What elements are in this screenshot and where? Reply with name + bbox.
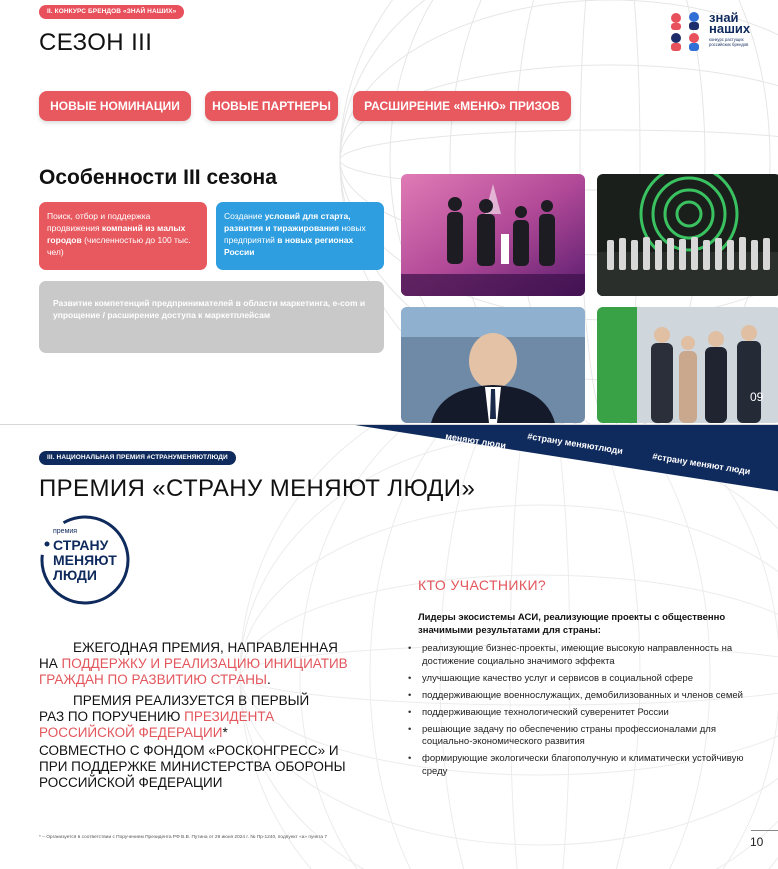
section-tag: III. НАЦИОНАЛЬНАЯ ПРЕМИЯ #СТРАНУМЕНЯЮТЛЮДИ [39, 451, 236, 465]
page-title: ПРЕМИЯ «СТРАНУ МЕНЯЮТ ЛЮДИ» [39, 475, 476, 502]
card1-bold: компаний из малых городов [47, 223, 186, 245]
presidential-order-paragraph [39, 693, 349, 741]
prize-menu-pill: РАСШИРЕНИЕ «МЕНЮ» ПРИЗОВ [353, 91, 571, 121]
partners-paragraph: СОВМЕСТНО С ФОНДОМ «РОСКОНГРЕСС» И ПРИ ПОДДЕРЖКЕ МИНИСТЕРСТВА ОБОРОНЫ РОССИЙСКОЙ ФЕДЕРАЦИИ [39, 743, 346, 790]
ribbon-hashtag-1: меняют люди [444, 431, 507, 451]
new-regions-card [216, 202, 384, 270]
card2-bold-a: условий для старта, развития и тиражирования [224, 211, 351, 233]
card2-text-a: Создание [224, 211, 265, 221]
para2-text: РАЗ ПО ПОРУЧЕНИЮ [39, 709, 185, 724]
card3-text: Развитие компетенций предпринимателей в области маркетинга, e-com и упрощение / расширение доступа к маркетплейсам [53, 298, 366, 320]
badge-small-text: премия [53, 528, 78, 535]
participants-title: КТО УЧАСТНИКИ? [418, 577, 547, 593]
page-number: 09 [750, 390, 764, 404]
new-nominations-pill: НОВЫЕ НОМИНАЦИИ [39, 91, 191, 121]
card2-text-b: новых предприятий [224, 223, 366, 245]
features-title: Особенности III сезона [39, 166, 277, 189]
award-ceremony-photo [401, 174, 585, 296]
logo-figures-icon [667, 10, 707, 54]
new-partners-pill: НОВЫЕ ПАРТНЕРЫ [205, 91, 338, 121]
president-portrait-photo [401, 307, 585, 423]
page-number: 10 [750, 835, 764, 849]
hashtag-ribbon-banner [355, 425, 778, 517]
para2-line1: ПРЕМИЯ РЕАЛИЗУЕТСЯ В ПЕРВЫЙ [73, 693, 310, 708]
award-description-paragraph [39, 640, 359, 688]
participants-lead: Лидеры экосистемы АСИ, реализующие проекты с общественно значимыми результатами для страны: [418, 612, 726, 636]
badge-line3: ЛЮДИ [53, 567, 97, 583]
para1-highlight: ПОДДЕРЖКУ И РЕАЛИЗАЦИЮ ИНИЦИАТИВ ГРАЖДАН ПО РАЗВИТИЮ СТРАНЫ [39, 656, 348, 687]
list-item: • формирующие экологически благополучную и климатически устойчивую среду [418, 753, 763, 778]
para2-highlight: ПРЕЗИДЕНТА РОССИЙСКОЙ ФЕДЕРАЦИИ [39, 709, 275, 740]
list-item: • улучшающие качество услуг и сервисов в социальной сфере [418, 673, 763, 686]
list-item: • поддерживающие военнослужащих, демобилизованных и членов семей [418, 690, 763, 703]
badge-line2: МЕНЯЮТ [53, 552, 117, 568]
list-item: • поддерживающие технологический суверенитет России [418, 707, 763, 720]
award-badge-logo [39, 514, 131, 606]
competencies-card [39, 281, 384, 353]
list-item: • решающие задачу по обеспечению страны профессионалами для социально-экономического развития [418, 724, 763, 749]
para2-end: * [222, 725, 228, 740]
list-item: • реализующие бизнес-проекты, имеющие высокую направленность на достижение социально значимого эффекта [418, 643, 763, 668]
footnote: * – Организуется в соответствии с Поручением Президента РФ В.В. Путина от 29 июня 2024 г. № Пр-1240, подпункт «а» пункта 7 [39, 835, 328, 840]
znay-nashih-logo [667, 10, 767, 54]
ribbon-hashtag-3: #страну меняют люди [651, 451, 752, 477]
small-towns-card [39, 202, 207, 270]
participants-list [418, 643, 763, 783]
para1-text: НА [39, 656, 62, 671]
slide-season-three [0, 0, 778, 425]
para1-line1: ЕЖЕГОДНАЯ ПРЕМИЯ, НАПРАВЛЕННАЯ [73, 640, 338, 655]
stage-group-photo [597, 174, 778, 296]
exhibition-visit-photo [597, 307, 778, 423]
page-number-rule [751, 830, 778, 831]
card1-text-b: (численностью до 100 тыс. чел) [47, 235, 191, 257]
badge-line1: СТРАНУ [53, 537, 109, 553]
logo-subtitle-line1: конкурс растущих [709, 37, 744, 42]
logo-text-line2: наших [709, 21, 751, 36]
ribbon-hashtag-2: #страну меняютлюди [526, 431, 624, 457]
logo-subtitle-line2: российских брендов [709, 42, 749, 47]
logo-text-line1: знай [709, 10, 739, 25]
page-title: СЕЗОН III [39, 29, 153, 56]
para1-end: . [267, 672, 271, 687]
slide-award-people-change-country [0, 425, 778, 869]
section-tag: II. КОНКУРС БРЕНДОВ «ЗНАЙ НАШИХ» [39, 5, 184, 19]
card1-text-a: Поиск, отбор и поддержка продвижения [47, 211, 151, 233]
card2-bold-b: в новых регионах России [224, 235, 354, 257]
